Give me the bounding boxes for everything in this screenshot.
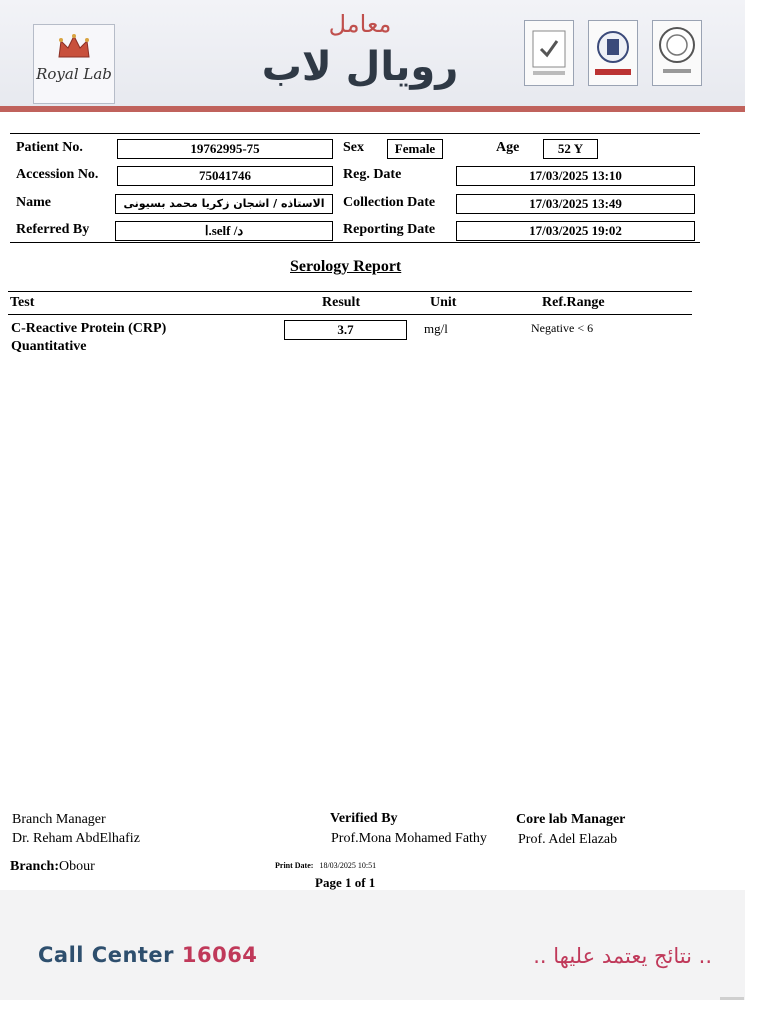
reg-date-value: 17/03/2025 13:10 xyxy=(456,166,695,186)
table-header-rule xyxy=(8,314,692,315)
print-date xyxy=(275,861,376,870)
info-bottom-rule xyxy=(10,242,700,243)
column-test: Test xyxy=(10,295,35,310)
sex-value: Female xyxy=(387,139,443,159)
referred-by-label: Referred By xyxy=(16,222,90,237)
branch-label: Branch: xyxy=(10,859,59,874)
lab-logo xyxy=(33,24,115,104)
header-rule xyxy=(0,106,745,112)
core-lab-manager-label: Core lab Manager xyxy=(516,812,626,827)
age-value: 52 Y xyxy=(543,139,598,159)
certification-badge-icon xyxy=(524,20,574,86)
patient-no-label: Patient No. xyxy=(16,140,83,155)
test-method: Quantitative xyxy=(11,339,87,354)
report-title: Serology Report xyxy=(290,258,402,275)
logo-text: Royal Lab xyxy=(36,65,112,83)
info-top-rule xyxy=(10,133,700,134)
column-unit: Unit xyxy=(430,295,457,310)
column-ref-range: Ref.Range xyxy=(542,295,605,310)
branch-info xyxy=(10,859,95,875)
collection-date-value: 17/03/2025 13:49 xyxy=(456,194,695,214)
unit-value: mg/l xyxy=(424,321,448,336)
reporting-date-label: Reporting Date xyxy=(343,222,436,237)
column-result: Result xyxy=(322,295,361,310)
accreditation-seal-icon xyxy=(652,20,702,86)
collection-date-label: Collection Date xyxy=(343,195,436,210)
footer-slogan: .. نتائج يعتمد عليها .. xyxy=(533,944,712,968)
sex-label: Sex xyxy=(343,140,364,155)
crown-icon xyxy=(56,33,92,59)
referred-by-value: د/ self.ا xyxy=(115,221,333,241)
result-value: 3.7 xyxy=(284,320,407,340)
verified-by-name: Prof.Mona Mohamed Fathy xyxy=(331,831,487,846)
corner-mark xyxy=(720,997,744,1000)
branch-manager-name: Dr. Reham AbdElhafiz xyxy=(12,831,140,846)
print-date-label: Print Date: xyxy=(275,861,314,870)
table-row xyxy=(0,318,700,358)
page-indicator: Page 1 of 1 xyxy=(315,875,376,890)
call-center xyxy=(38,943,257,967)
call-center-number: 16064 xyxy=(181,943,258,967)
patient-no-value: 19762995-75 xyxy=(117,139,333,159)
table-top-rule xyxy=(8,291,692,292)
core-lab-manager-name: Prof. Adel Elazab xyxy=(518,832,618,847)
reg-date-label: Reg. Date xyxy=(343,167,402,182)
brand-subtitle: معامل xyxy=(328,10,392,38)
age-label: Age xyxy=(496,140,520,155)
accession-value: 75041746 xyxy=(117,166,333,186)
accession-label: Accession No. xyxy=(16,167,99,182)
bureau-veritas-badge-icon xyxy=(588,20,638,86)
verified-by-label: Verified By xyxy=(330,811,398,826)
branch-manager-label: Branch Manager xyxy=(12,812,106,827)
print-date-value: 18/03/2025 10:51 xyxy=(319,861,377,870)
name-label: Name xyxy=(16,195,51,210)
reporting-date-value: 17/03/2025 19:02 xyxy=(456,221,695,241)
call-center-label: Call Center xyxy=(38,943,175,967)
branch-value: Obour xyxy=(59,859,95,874)
brand-name: رويال لاب xyxy=(261,44,459,90)
ref-range-value: Negative < 6 xyxy=(531,321,594,335)
name-value: الاستاذه / اشجان زكريا محمد بسيونى xyxy=(115,194,333,214)
test-name: C-Reactive Protein (CRP) xyxy=(11,321,167,336)
